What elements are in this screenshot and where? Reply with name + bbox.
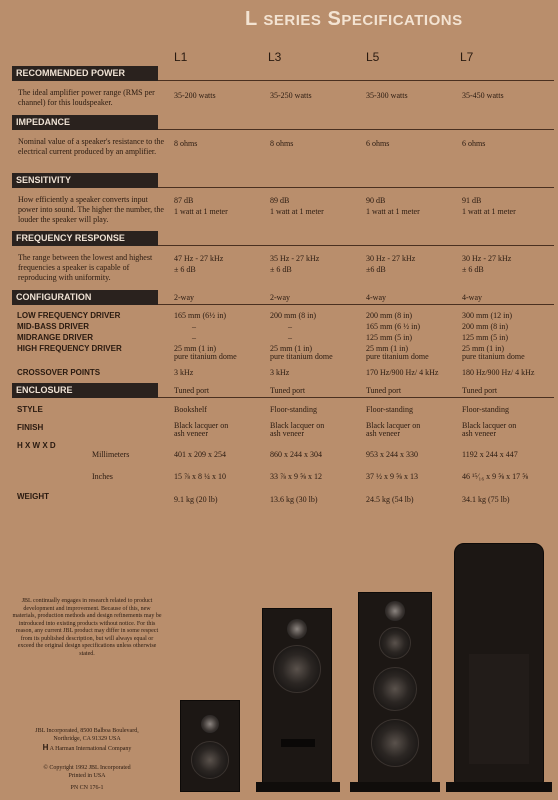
tweeter-icon bbox=[385, 601, 405, 621]
woofer-icon bbox=[273, 645, 321, 693]
freq-tol-l7: ± 6 dB bbox=[462, 265, 484, 274]
mm-l1: 401 x 209 x 254 bbox=[174, 450, 226, 459]
weight-l7: 34.1 kg (75 lb) bbox=[462, 495, 510, 504]
section-header-sensitivity: SENSITIVITY bbox=[12, 173, 158, 188]
style-l5: Floor-standing bbox=[366, 405, 413, 414]
config-l3: 2-way bbox=[270, 293, 290, 302]
mm-l5: 953 x 244 x 330 bbox=[366, 450, 418, 459]
address-line-1: JBL Incorporated, 8500 Balboa Boulevard, bbox=[35, 728, 139, 734]
printed-in: Printed in USA bbox=[68, 773, 106, 779]
sensitivity-sub-l1: 1 watt at 1 meter bbox=[174, 207, 228, 216]
crossover-l7: 180 Hz/900 Hz/ 4 kHz bbox=[462, 368, 535, 377]
sensitivity-l7: 91 dB bbox=[462, 196, 482, 205]
harman-logo-icon: H bbox=[42, 743, 49, 752]
sensitivity-sub-l5: 1 watt at 1 meter bbox=[366, 207, 420, 216]
style-label: STYLE bbox=[17, 405, 43, 414]
research-notice: JBL continually engages in research related to product development and improvement. Because of this, new materials, production methods and design refinements may be introduced into existing products without notice. For this reason, any current JBL product may differ in some respect from its published description, but will always equal or exceed the original design specifications unless otherwise stated. bbox=[12, 598, 162, 657]
finish-l5: Black lacquer on bbox=[366, 421, 421, 430]
finish-sub-l3: ash veneer bbox=[270, 429, 304, 438]
impedance-l5: 6 ohms bbox=[366, 139, 390, 148]
model-header-l1: L1 bbox=[174, 50, 188, 64]
finish-sub-l5: ash veneer bbox=[366, 429, 400, 438]
section-header-recommended-power: RECOMMENDED POWER bbox=[12, 66, 158, 81]
in-l5: 37 ½ x 9 ⅝ x 13 bbox=[366, 472, 418, 481]
in-l1: 15 ⅞ x 8 ¼ x 10 bbox=[174, 472, 226, 481]
weight-l5: 24.5 kg (54 lb) bbox=[366, 495, 414, 504]
tweeter-icon bbox=[287, 619, 307, 639]
low-l3: 200 mm (8 in) bbox=[270, 311, 316, 320]
freq-tol-l3: ± 6 dB bbox=[270, 265, 292, 274]
weight-label: WEIGHT bbox=[17, 492, 49, 501]
section-rule bbox=[158, 397, 554, 398]
frequency-response-description: The range between the lowest and highest frequencies a speaker is capable of reproducing with uniformity. bbox=[18, 253, 153, 282]
weight-l3: 13.6 kg (30 lb) bbox=[270, 495, 318, 504]
finish-l3: Black lacquer on bbox=[270, 421, 325, 430]
power-l5: 35-300 watts bbox=[366, 91, 408, 100]
in-l7: 46 ¹⁵⁄₁₆ x 9 ⅝ x 17 ⅝ bbox=[462, 472, 529, 481]
midrange-icon bbox=[379, 627, 411, 659]
page-title: L SERIES SPECIFICATIONS bbox=[245, 8, 463, 30]
woofer-icon bbox=[371, 719, 419, 767]
high-sub-l5: pure titanium dome bbox=[366, 352, 429, 361]
midrange-l7: 125 mm (5 in) bbox=[462, 333, 508, 342]
power-l3: 35-250 watts bbox=[270, 91, 312, 100]
config-l7: 4-way bbox=[462, 293, 482, 302]
power-l7: 35-450 watts bbox=[462, 91, 504, 100]
speaker-l7-image bbox=[454, 543, 544, 783]
in-l3: 33 ⅞ x 9 ⅝ x 12 bbox=[270, 472, 322, 481]
config-l1: 2-way bbox=[174, 293, 194, 302]
speaker-base bbox=[256, 782, 340, 792]
crossover-l1: 3 kHz bbox=[174, 368, 194, 377]
crossover-l3: 3 kHz bbox=[270, 368, 290, 377]
midrange-l3: – bbox=[288, 333, 292, 342]
sensitivity-l1: 87 dB bbox=[174, 196, 194, 205]
high-sub-l7: pure titanium dome bbox=[462, 352, 525, 361]
sensitivity-l3: 89 dB bbox=[270, 196, 290, 205]
speaker-base bbox=[446, 782, 552, 792]
sensitivity-l5: 90 dB bbox=[366, 196, 386, 205]
midrange-driver-label: MIDRANGE DRIVER bbox=[17, 333, 94, 342]
harman-line: H A Harman International Company bbox=[42, 743, 132, 752]
power-l1: 35-200 watts bbox=[174, 91, 216, 100]
freq-l1: 47 Hz - 27 kHz bbox=[174, 254, 224, 263]
enclosure-l3: Tuned port bbox=[270, 386, 306, 395]
sensitivity-description: How efficiently a speaker converts input power into sound. The higher the number, the louder the speaker will play. bbox=[18, 195, 164, 224]
mid-bass-icon bbox=[373, 667, 417, 711]
section-header-configuration: CONFIGURATION bbox=[12, 290, 158, 305]
midbass-l7: 200 mm (8 in) bbox=[462, 322, 508, 331]
section-header-frequency-response: FREQUENCY RESPONSE bbox=[12, 231, 158, 246]
high-l1: 25 mm (1 in) bbox=[174, 344, 216, 353]
mid-bass-driver-label: MID-BASS DRIVER bbox=[17, 322, 90, 331]
enclosure-l1: Tuned port bbox=[174, 386, 210, 395]
low-l1: 165 mm (6½ in) bbox=[174, 311, 226, 320]
low-l5: 200 mm (8 in) bbox=[366, 311, 412, 320]
mm-l7: 1192 x 244 x 447 bbox=[462, 450, 518, 459]
part-number: PN CN 176-1 bbox=[70, 785, 104, 791]
style-l1: Bookshelf bbox=[174, 405, 207, 414]
freq-l7: 30 Hz - 27 kHz bbox=[462, 254, 512, 263]
weight-l1: 9.1 kg (20 lb) bbox=[174, 495, 218, 504]
speaker-l3-image bbox=[262, 608, 332, 784]
address-line-2: Northridge, CA 91329 USA bbox=[53, 736, 121, 742]
freq-tol-l1: ± 6 dB bbox=[174, 265, 196, 274]
freq-l5: 30 Hz - 27 kHz bbox=[366, 254, 416, 263]
impedance-l3: 8 ohms bbox=[270, 139, 294, 148]
impedance-description: Nominal value of a speaker's resistance to the electrical current produced by an amplifier. bbox=[18, 137, 165, 156]
crossover-points-label: CROSSOVER POINTS bbox=[17, 368, 101, 377]
midbass-l1: – bbox=[192, 322, 196, 331]
low-frequency-driver-label: LOW FREQUENCY DRIVER bbox=[17, 311, 121, 320]
midrange-l5: 125 mm (5 in) bbox=[366, 333, 412, 342]
finish-label: FINISH bbox=[17, 423, 44, 432]
high-l3: 25 mm (1 in) bbox=[270, 344, 312, 353]
inches-label: Inches bbox=[92, 472, 113, 481]
copyright: © Copyright 1992 JBL Incorporated bbox=[43, 765, 131, 771]
grille-icon bbox=[469, 654, 529, 764]
model-header-l5: L5 bbox=[366, 50, 380, 64]
tweeter-icon bbox=[201, 715, 219, 733]
speaker-l1-image bbox=[180, 700, 240, 792]
model-header-l3: L3 bbox=[268, 50, 282, 64]
high-l7: 25 mm (1 in) bbox=[462, 344, 504, 353]
high-l5: 25 mm (1 in) bbox=[366, 344, 408, 353]
impedance-l7: 6 ohms bbox=[462, 139, 486, 148]
crossover-l5: 170 Hz/900 Hz/ 4 kHz bbox=[366, 368, 439, 377]
sensitivity-sub-l7: 1 watt at 1 meter bbox=[462, 207, 516, 216]
sensitivity-sub-l3: 1 watt at 1 meter bbox=[270, 207, 324, 216]
speaker-base bbox=[350, 782, 440, 792]
model-header-l7: L7 bbox=[460, 50, 474, 64]
enclosure-l7: Tuned port bbox=[462, 386, 498, 395]
impedance-l1: 8 ohms bbox=[174, 139, 198, 148]
style-l7: Floor-standing bbox=[462, 405, 509, 414]
midbass-l5: 165 mm (6 ½ in) bbox=[366, 322, 420, 331]
midbass-l3: – bbox=[288, 322, 292, 331]
section-rule bbox=[158, 304, 554, 305]
section-rule bbox=[158, 187, 554, 188]
freq-l3: 35 Hz - 27 kHz bbox=[270, 254, 320, 263]
woofer-icon bbox=[191, 741, 229, 779]
port-icon bbox=[281, 739, 315, 747]
speaker-l5-image bbox=[358, 592, 432, 784]
section-header-impedance: IMPEDANCE bbox=[12, 115, 158, 130]
style-l3: Floor-standing bbox=[270, 405, 317, 414]
high-sub-l3: pure titanium dome bbox=[270, 352, 333, 361]
mm-l3: 860 x 244 x 304 bbox=[270, 450, 322, 459]
section-rule bbox=[158, 129, 554, 130]
config-l5: 4-way bbox=[366, 293, 386, 302]
finish-l7: Black lacquer on bbox=[462, 421, 517, 430]
freq-tol-l5: ±6 dB bbox=[366, 265, 386, 274]
section-header-enclosure: ENCLOSURE bbox=[12, 383, 158, 398]
section-rule bbox=[158, 245, 554, 246]
high-frequency-driver-label: HIGH FREQUENCY DRIVER bbox=[17, 344, 122, 353]
section-rule bbox=[158, 80, 554, 81]
low-l7: 300 mm (12 in) bbox=[462, 311, 512, 320]
midrange-l1: – bbox=[192, 333, 196, 342]
finish-sub-l1: ash veneer bbox=[174, 429, 208, 438]
recommended-power-description: The ideal amplifier power range (RMS per channel) for this loudspeaker. bbox=[18, 88, 155, 107]
millimeters-label: Millimeters bbox=[92, 450, 130, 459]
finish-sub-l7: ash veneer bbox=[462, 429, 496, 438]
enclosure-l5: Tuned port bbox=[366, 386, 402, 395]
dimensions-label: H X W X D bbox=[17, 441, 56, 450]
high-sub-l1: pure titanium dome bbox=[174, 352, 237, 361]
finish-l1: Black lacquer on bbox=[174, 421, 229, 430]
